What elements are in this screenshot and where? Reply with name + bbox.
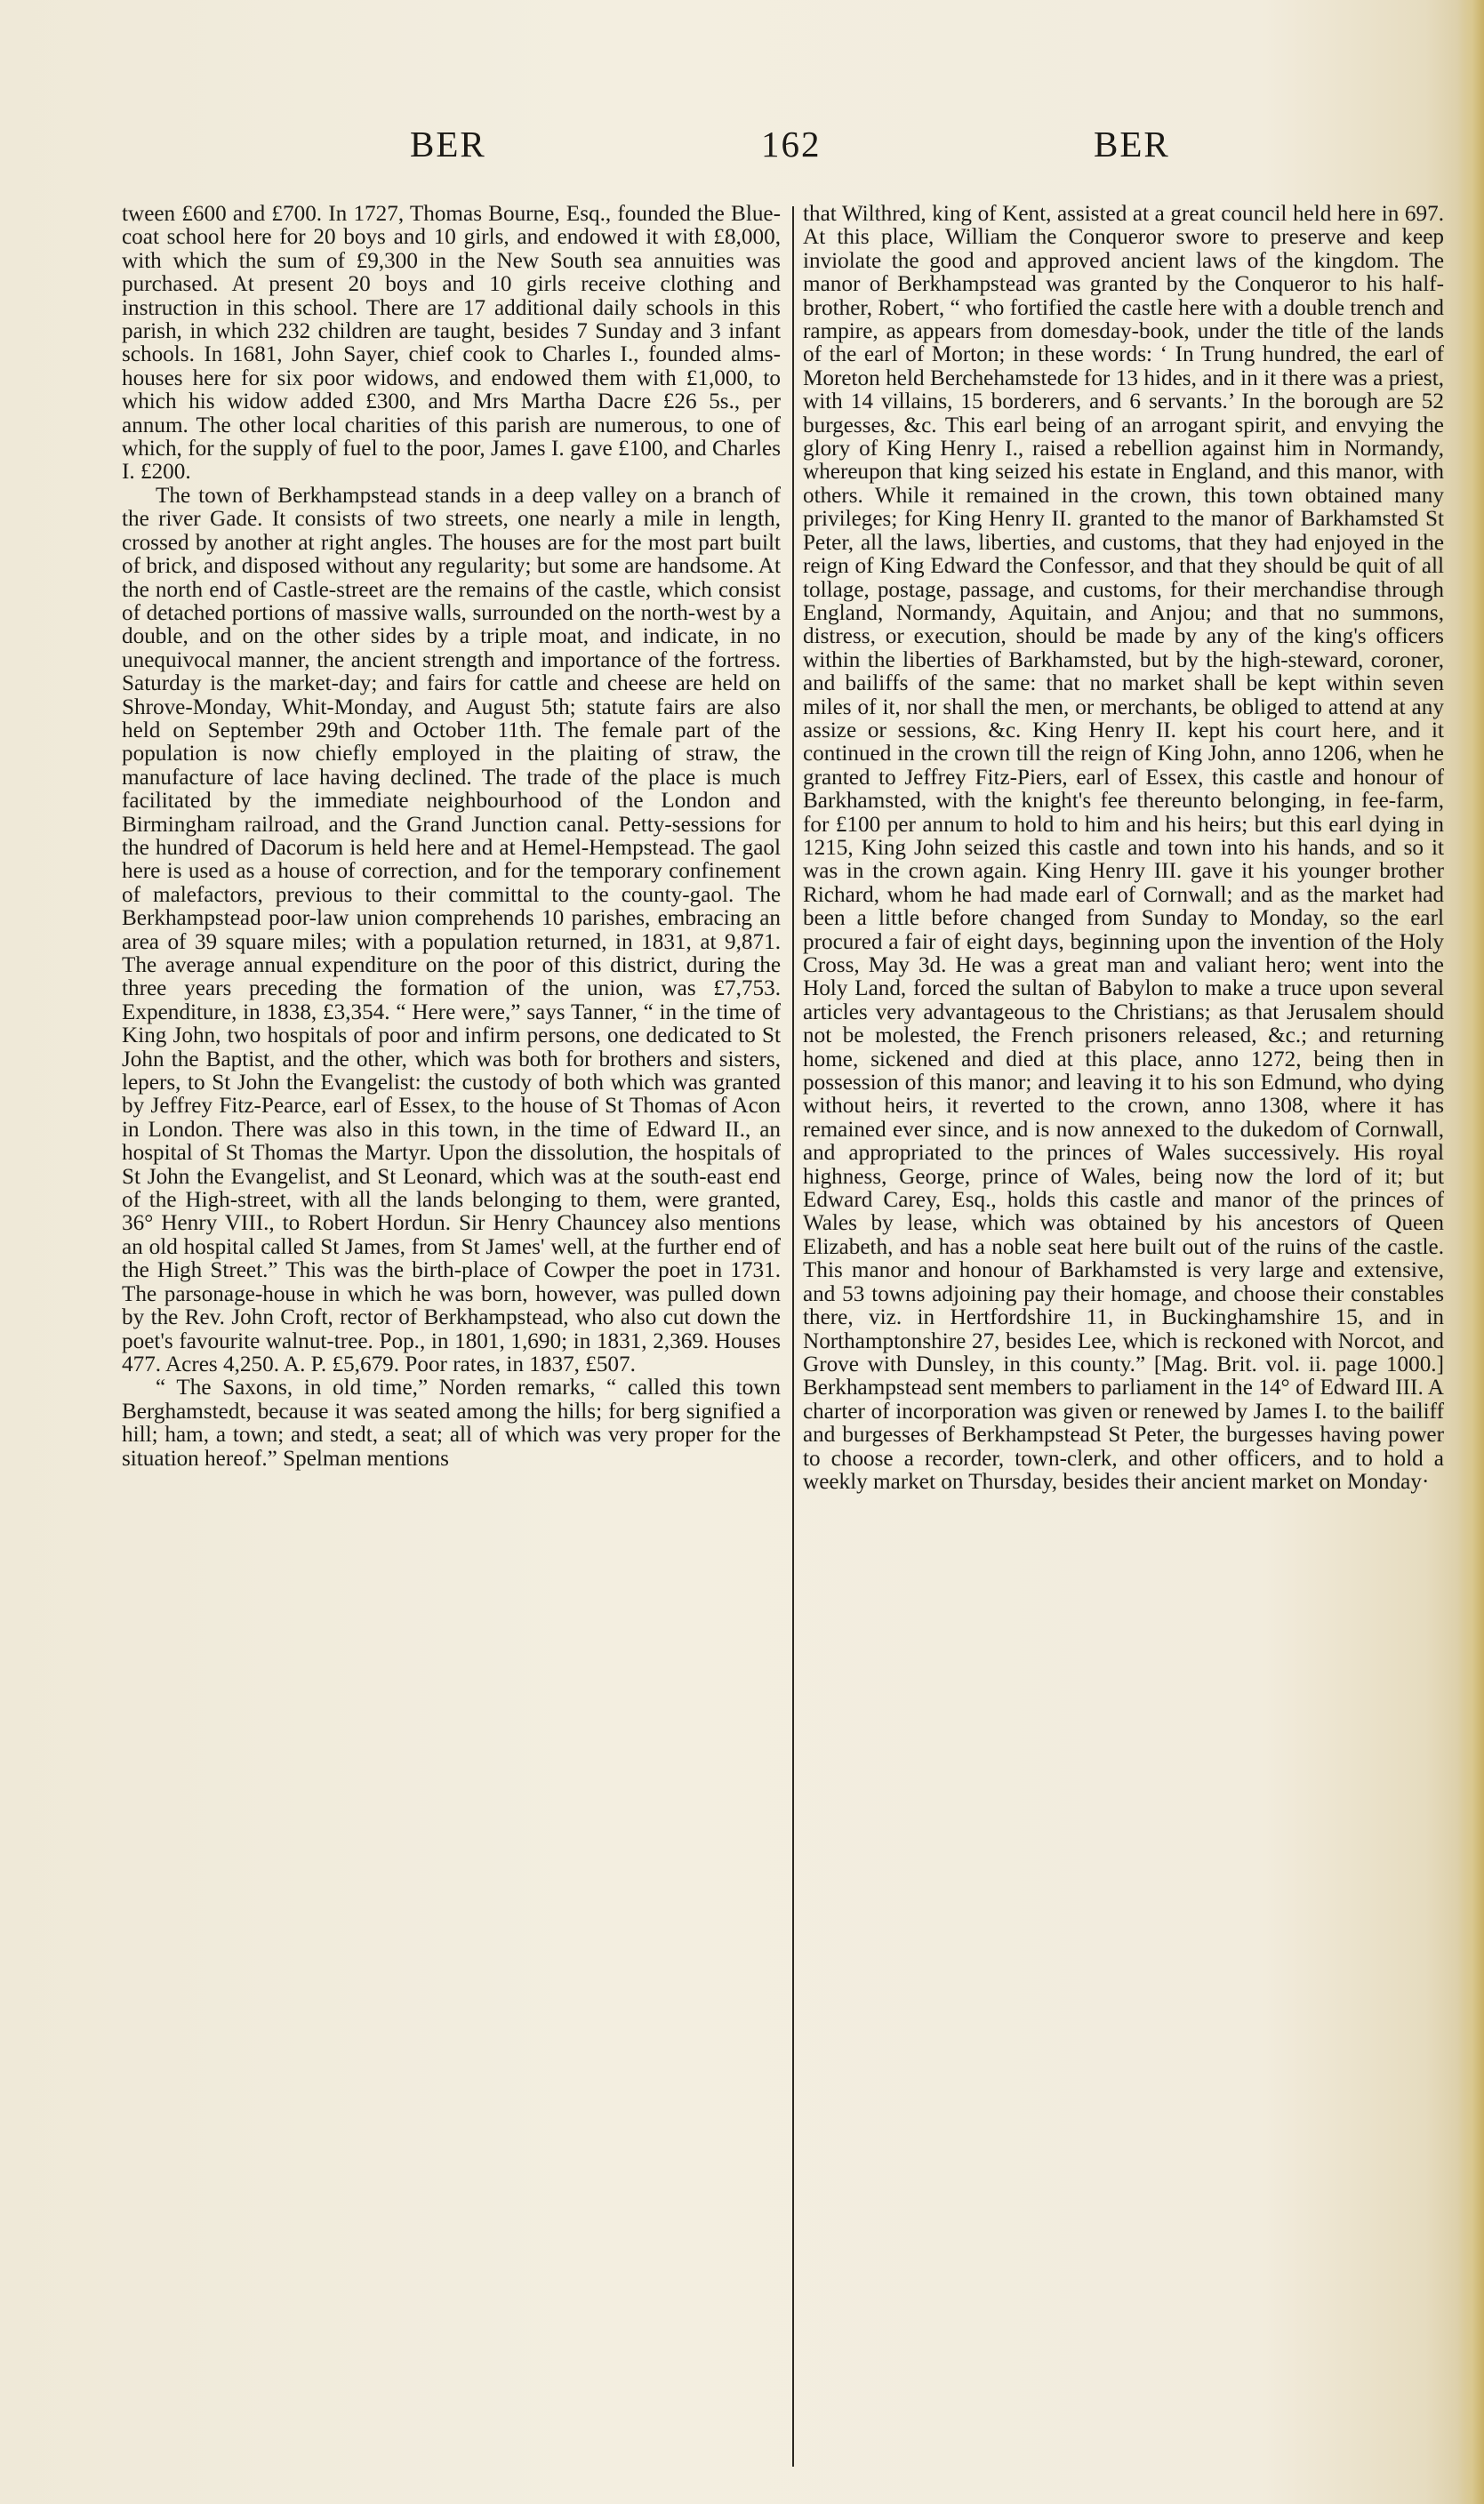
header-left-word: BER	[410, 124, 486, 165]
running-header	[0, 123, 1484, 176]
header-right-word: BER	[1094, 124, 1170, 165]
left-column	[122, 203, 781, 1471]
right-paragraph-1: that Wilthred, king of Kent, assisted at a great council held here in 697. At this place, William the Conqueror swore to preserve and keep inviolate the good and approved ancient laws of the kingdom. The manor of Berkhampstead was granted by the Conqueror to his half-brother, Robert, “ who fortified the castle here with a double trench and rampire, as appears from domesday-book, under the title of the lands of the earl of Morton; in these words: ‘ In Trung hundred, the earl of Moreton held Berchehamstede for 13 hides, and in it there was a priest, with 14 villains, 15 borderers, and 6 servants.’ In the borough are 52 burgesses, &c. This earl being of an arrogant spirit, and envying the glory of King Henry I., raised a rebellion against him in Normandy, whereupon that king seized his estate in England, and this manor, with others. While it remained in the crown, this town obtained many privileges; for King Henry II. granted to the manor of Barkhamsted St Peter, all the laws, liberties, and customs, that they had enjoyed in the reign of King Edward the Confessor, and that they should be quit of all tollage, postage, passage, and customs, for their merchandise through England, Normandy, Aquitain, and Anjou; and that no summons, distress, or execution, should be made by any of the king's officers within the liberties of Barkhamsted, but by the high-steward, coroner, and bailiffs of the same: that no market shall be kept within seven miles of it, nor shall the men, or merchants, be obliged to attend at any assize or sessions, &c. King Henry II. kept his court here, and it continued in the crown till the reign of King John, anno 1206, when he granted to Jeffrey Fitz-Piers, earl of Essex, this castle and honour of Barkhamsted, with the knight's fee thereunto belonging, in fee-farm, for £100 per annum to hold to him and his heirs; but this earl dying in 1215, King John seized this castle and town into his hands, and so it was in the crown again. King Henry III. gave it his younger brother Richard, whom he had made earl of Cornwall; and as the market had been a little before changed from Sunday to Monday, so the earl procured a fair of eight days, beginning upon the invention of the Holy Cross, May 3d. He was a great man and valiant hero; went into the Holy Land, forced the sultan of Babylon to make a truce upon several articles very advantageous to the Christians; as that Jerusalem should not be molested, the French prisoners released, &c.; and returning home, sickened and died at this place, anno 1272, being then in possession of this manor; and leaving it to his son Edmund, who dying without heirs, it reverted to the crown, anno 1308, where it has remained ever since, and is now annexed to the dukedom of Cornwall, and appropriated to the princes of Wales successively. His royal highness, George, prince of Wales, being now the lord of it; but Edward Carey, Esq., holds this castle and manor of the princes of Wales by lease, which was obtained by his ancestors of Queen Elizabeth, and has a noble seat here built out of the ruins of the castle. This manor and honour of Barkhamsted is very large and extensive, and 53 towns adjoining pay their homage, and choose their constables there, viz. in Hertfordshire 11, in Buckinghamshire 15, and in Northamptonshire 27, besides Lee, which is reckoned with Norcot, and Grove with Dunsley, in this county.” [Mag. Brit. vol. ii. page 1000.] Berkhampstead sent members to parliament in the 14° of Edward III. A charter of incorporation was given or renewed by James I. to the bailiff and burgesses of Berkhampstead St Peter, the burgesses having power to choose a recorder, town-clerk, and other officers, and to hold a weekly market on Thursday, besides their ancient market on Monday·	[803, 202, 1444, 1494]
page-number: 162	[761, 124, 822, 165]
right-column	[803, 203, 1444, 1494]
left-paragraph-3: “ The Saxons, in old time,” Norden remarks, “ called this town Berghamstedt, because it was seated among the hills; for berg signified a hill; ham, a town; and stedt, a seat; all of which was very proper for the situation hereof.” Spelman mentions	[122, 1376, 781, 1471]
left-paragraph-1: tween £600 and £700. In 1727, Thomas Bourne, Esq., founded the Blue-coat school here for 20 boys and 10 girls, and endowed it with £8,000, with which the sum of £9,300 in the New South sea annuities was purchased. At present 20 boys and 10 girls receive clothing and instruction in this school. There are 17 additional daily schools in this parish, in which 232 children are taught, besides 7 Sunday and 3 infant schools. In 1681, John Sayer, chief cook to Charles I., founded alms-houses here for six poor widows, and endowed them with £1,000, to which his widow added £300, and Mrs Martha Dacre £26 5s., per annum. The other local charities of this parish are numerous, to one of which, for the supply of fuel to the poor, James I. gave £100, and Charles I. £200.	[122, 202, 781, 485]
left-paragraph-2: The town of Berkhampstead stands in a deep valley on a branch of the river Gade. It consists of two streets, one nearly a mile in length, crossed by another at right angles. The houses are for the most part built of brick, and disposed without any regularity; but some are handsome. At the north end of Castle-street are the remains of the castle, which consist of detached portions of massive walls, surrounded on the north-west by a double, and on the other sides by a triple moat, and indicate, in no unequivocal manner, the ancient strength and importance of the fortress. Saturday is the market-day; and fairs for cattle and cheese are held on Shrove-Monday, Whit-Monday, and August 5th; statute fairs are also held on September 29th and October 11th. The female part of the population is now chiefly employed in the plaiting of straw, the manufacture of lace having declined. The trade of the place is much facilitated by the immediate neighbourhood of the London and Birmingham railroad, and the Grand Junction canal. Petty-sessions for the hundred of Dacorum is held here and at Hemel-Hempstead. The gaol here is used as a house of correction, and for the temporary confinement of malefactors, previous to their committal to the county-gaol. The Berkhampstead poor-law union comprehends 10 parishes, embracing an area of 39 square miles; with a population returned, in 1831, at 9,871. The average annual expenditure on the poor of this district, during the three years preceding the formation of the union, was £7,753. Expenditure, in 1838, £3,354. “ Here were,” says Tanner, “ in the time of King John, two hospitals of poor and infirm persons, one dedicated to St John the Baptist, and the other, which was both for brothers and sisters, lepers, to St John the Evangelist: the custody of both which was granted by Jeffrey Fitz-Pearce, earl of Essex, to the house of St Thomas of Acon in London. There was also in this town, in the time of Edward II., an hospital of St Thomas the Martyr. Upon the dissolution, the hospitals of St John the Evangelist, and St Leonard, which was at the south-east end of the High-street, with all the lands belonging to them, were granted, 36° Henry VIII., to Robert Hordun. Sir Henry Chauncey also mentions an old hospital called St James, from St James' well, at the further end of the High Street.” This was the birth-place of Cowper the poet in 1731. The parsonage-house in which he was born, however, was pulled down by the Rev. John Croft, rector of Berkhampstead, who also cut down the poet's favourite walnut-tree. Pop., in 1801, 1,690; in 1831, 2,369. Houses 477. Acres 4,250. A. P. £5,679. Poor rates, in 1837, £507.	[122, 483, 781, 1376]
column-divider	[792, 206, 794, 2467]
page-edge	[1457, 0, 1484, 2504]
